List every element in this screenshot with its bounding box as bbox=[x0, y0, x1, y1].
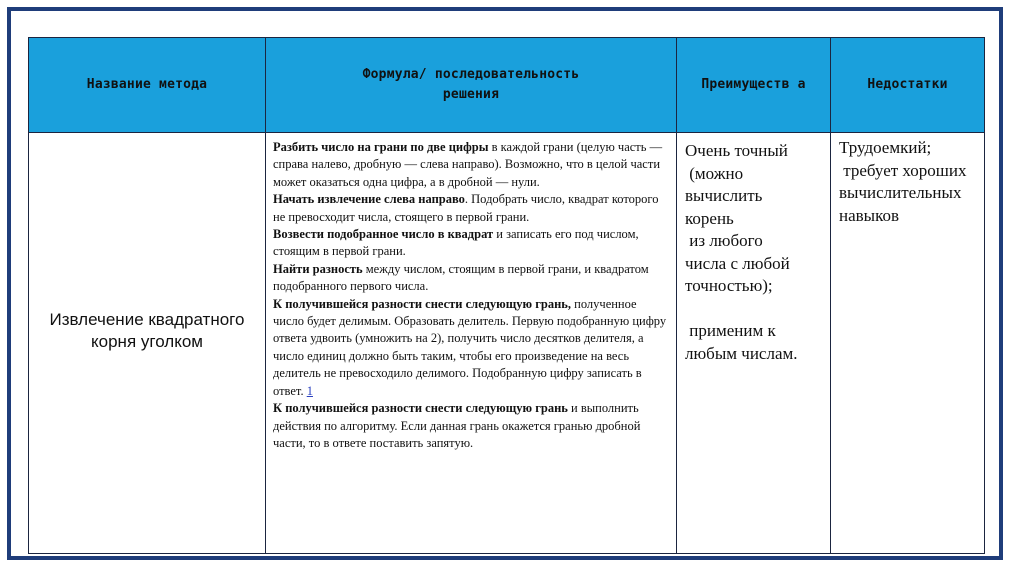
advantage-line: корень bbox=[685, 208, 734, 228]
step-5-bold: К получившейся разности снести следующую грань, bbox=[273, 296, 572, 311]
advantages-cell bbox=[677, 133, 831, 554]
step-2-bold: Начать извлечение слева направо bbox=[273, 192, 465, 207]
table-row bbox=[29, 133, 985, 554]
step-4 bbox=[273, 261, 670, 296]
disadvantage-line: требует хороших bbox=[839, 160, 967, 180]
disadvantage-line: Трудоемкий; bbox=[839, 138, 932, 157]
advantage-line: точностью); bbox=[685, 276, 773, 295]
step-1-text: в каждой грани (целую часть — справа налево, дробную — слева направо). Возможно, что в целой части может оказаться одна цифра, а в дробной — нули. bbox=[273, 140, 663, 189]
step-2-text: . Подобрать число, квадрат которого не превосходит числа, стоящего в первой грани. bbox=[273, 192, 659, 224]
step-3 bbox=[273, 226, 670, 261]
step-1 bbox=[273, 139, 670, 191]
header-advantages bbox=[677, 38, 831, 133]
advantage-line: из любого bbox=[685, 231, 763, 250]
step-2 bbox=[273, 191, 670, 226]
advantage-line bbox=[685, 298, 824, 321]
header-formula bbox=[266, 38, 677, 133]
step-5 bbox=[273, 296, 670, 400]
step-3-bold: Возвести подобранное число в квадрат bbox=[273, 227, 494, 242]
header-disadvantages bbox=[831, 38, 985, 133]
header-disadvantages-label: Недостатки bbox=[867, 77, 948, 92]
method-cell bbox=[29, 133, 266, 554]
advantage-line: числа с любой bbox=[685, 253, 790, 273]
footnote-link[interactable]: 1 bbox=[306, 383, 313, 398]
disadvantages-cell bbox=[831, 133, 985, 554]
header-method-name bbox=[29, 38, 266, 133]
steps-cell bbox=[266, 133, 677, 554]
step-5-text: полученное число будет делимым. Образовать делитель. Первую подобранную цифру ответа удвоить (умножить на 2), получить число десятков делителя, а число единиц должно быть таким, чтобы его произведение на весь делитель не превосходило делимого. Подобранную цифру записать в ответ. bbox=[273, 296, 667, 398]
method-name: Извлечение квадратного корня уголком bbox=[49, 310, 245, 351]
step-4-text: между числом, стоящим в первой грани, и квадратом подобранного первого числа. bbox=[273, 261, 649, 294]
step-6-text: и выполнить действия по алгоритму. Если данная грань окажется гранью дробной части, то в ответе поставить запятую. bbox=[273, 401, 641, 450]
step-4-bold: Найти разность bbox=[273, 261, 363, 276]
advantage-line: вычислить bbox=[685, 186, 763, 205]
step-6-bold: К получившейся разности снести следующую грань bbox=[273, 401, 568, 416]
advantage-line: применим к bbox=[685, 321, 776, 340]
methods-table bbox=[28, 37, 985, 554]
advantage-line: Очень точный bbox=[685, 141, 788, 160]
header-advantages-label: Преимуществ а bbox=[701, 77, 806, 92]
header-formula-label: Формула/ последовательность решения bbox=[362, 67, 580, 102]
step-3-text: и записать его под числом, стоящим в первой грани. bbox=[273, 227, 639, 259]
advantage-line: (можно bbox=[685, 163, 744, 183]
step-1-bold: Разбить число на грани по две цифры bbox=[273, 140, 489, 154]
step-6 bbox=[273, 400, 670, 452]
disadvantage-line: навыков bbox=[839, 205, 900, 225]
disadvantage-line: вычислительных bbox=[839, 183, 962, 202]
header-row bbox=[29, 38, 985, 133]
advantage-line: любым числам. bbox=[685, 343, 798, 363]
header-method-name-label: Название метода bbox=[86, 77, 208, 92]
